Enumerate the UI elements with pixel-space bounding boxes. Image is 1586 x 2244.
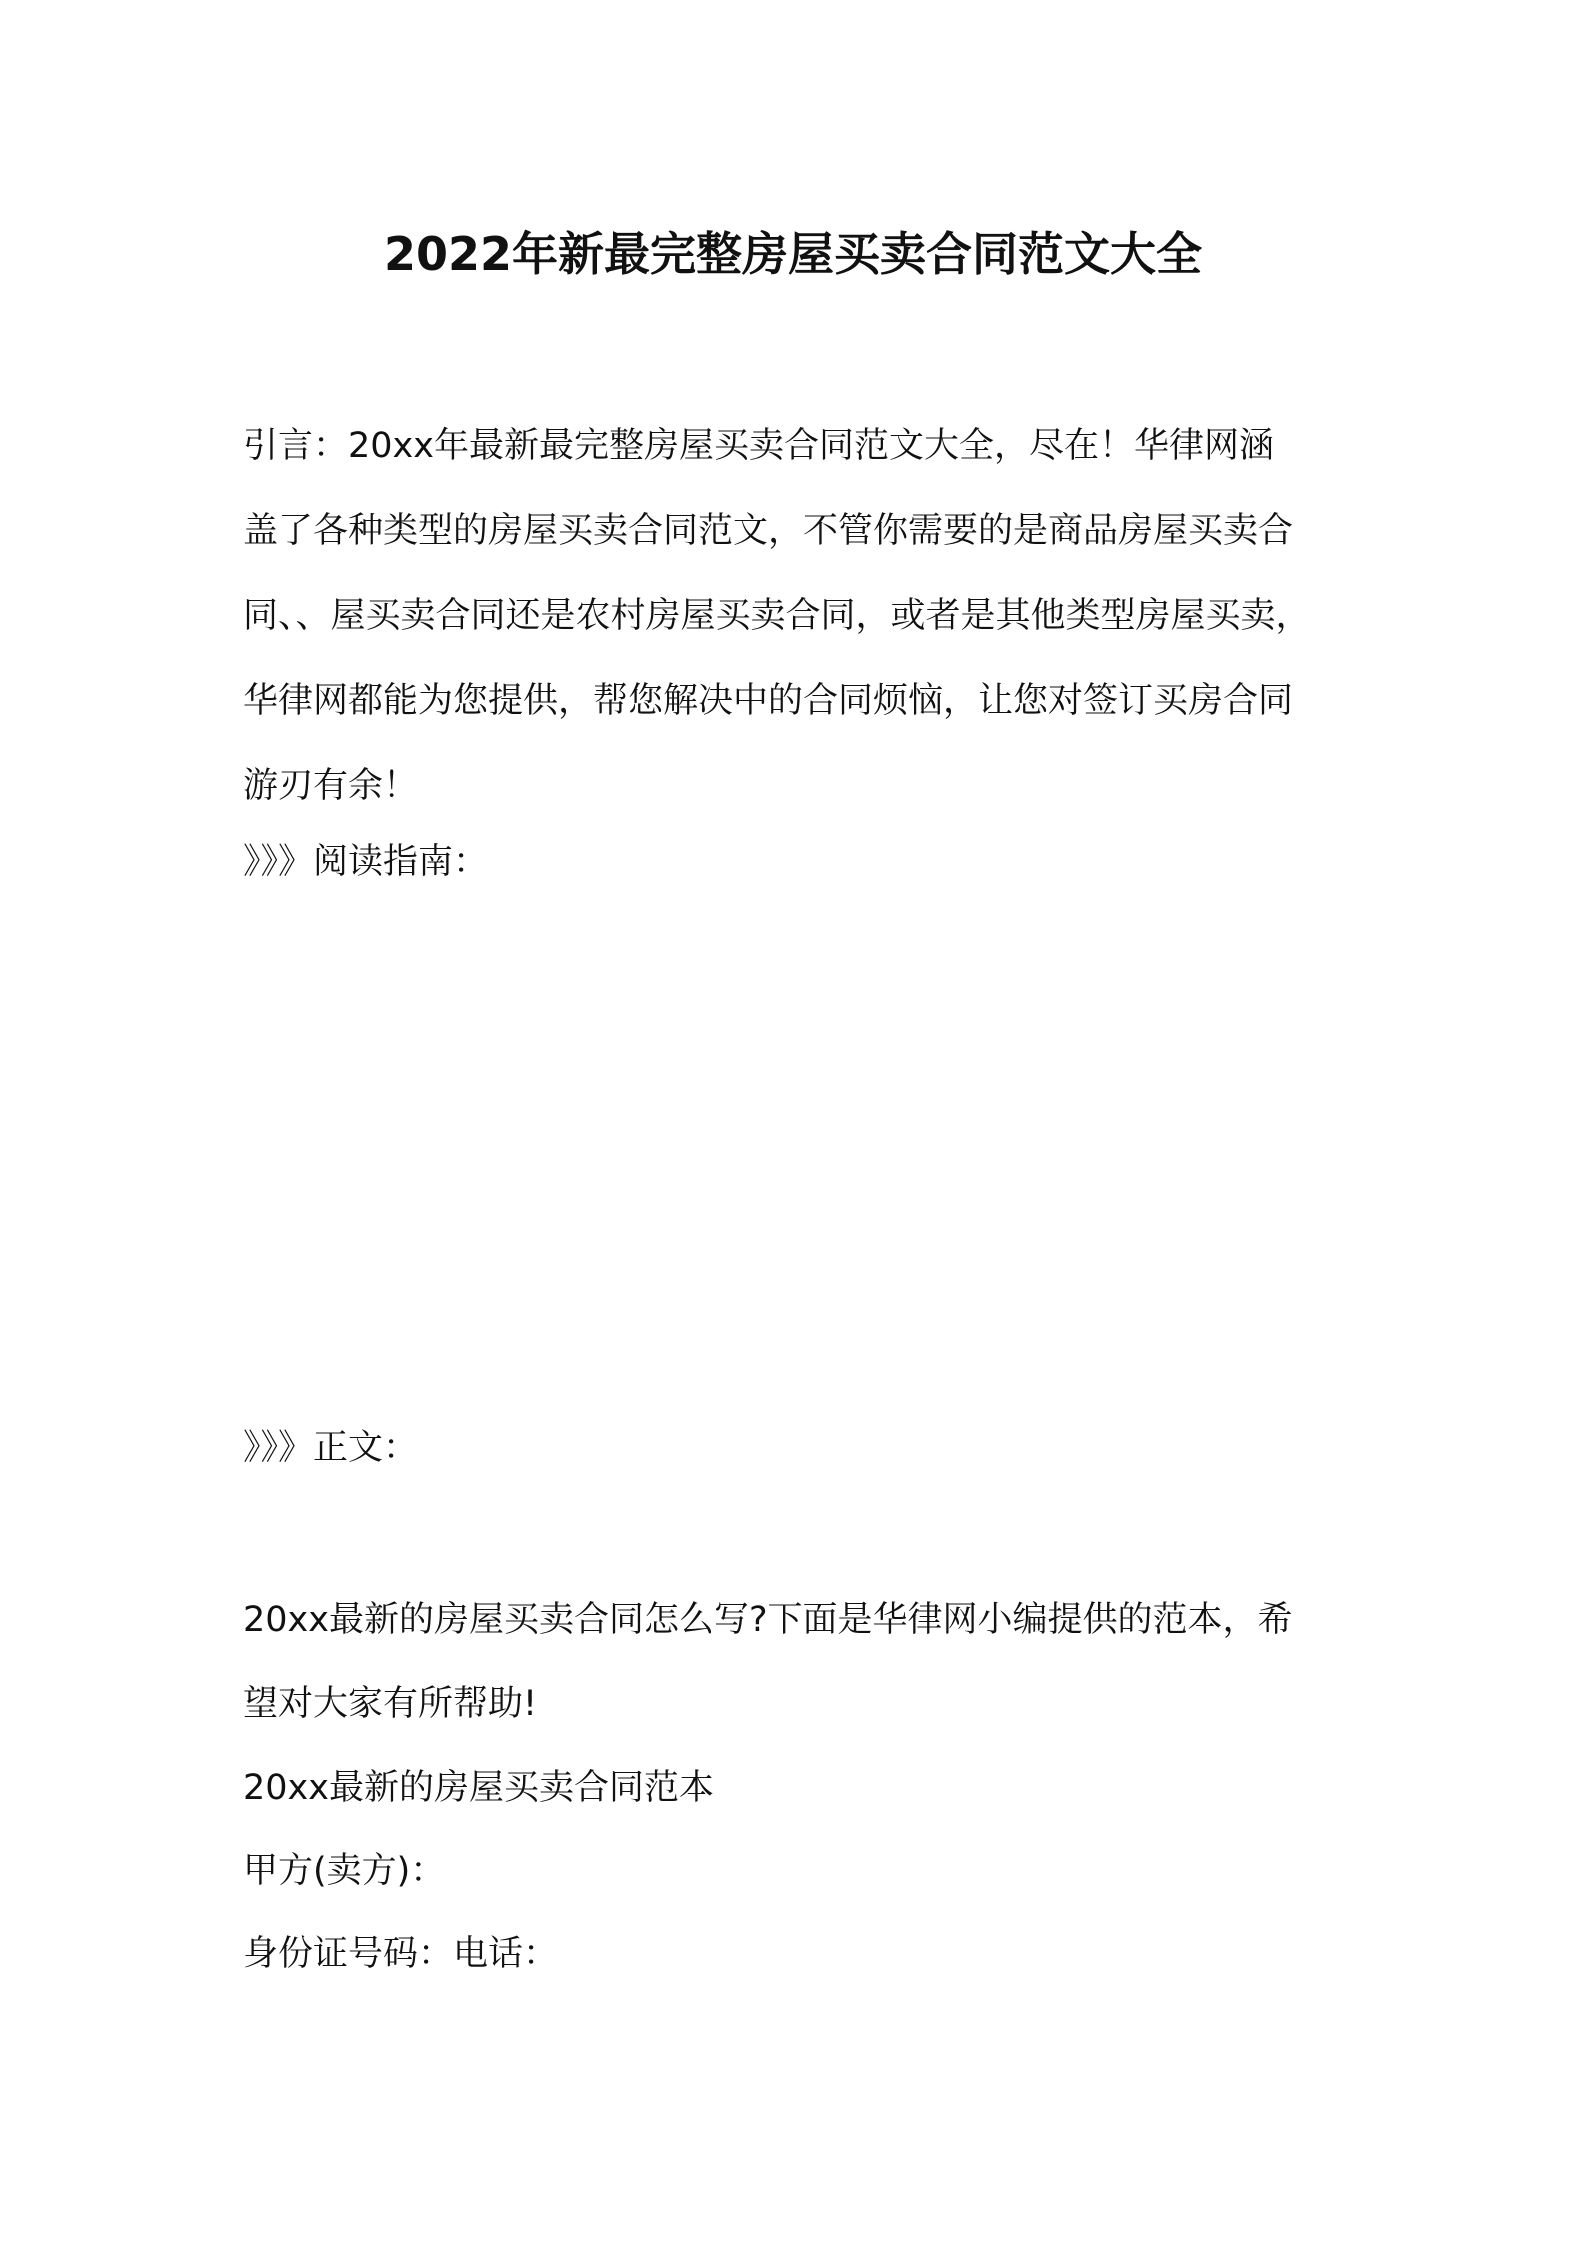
- reading-guide-heading: 》》》阅读指南：: [243, 842, 489, 882]
- intro-line: 游刃有余！: [243, 766, 419, 806]
- party-a-label: 甲方(卖方)：: [243, 1851, 446, 1891]
- intro-line: 盖了各种类型的房屋买卖合同范文，不管你需要的是商品房屋买卖合: [243, 511, 1294, 551]
- sample-title: 20xx最新的房屋买卖合同范本: [243, 1768, 714, 1808]
- document-title: 2022年新最完整房屋买卖合同范文大全: [383, 227, 1203, 281]
- intro-paragraph: [243, 404, 1361, 829]
- id-phone-label: 身份证号码：电话：: [243, 1934, 559, 1974]
- body-heading: 》》》正文：: [243, 1428, 419, 1468]
- intro-line: 同、、屋买卖合同还是农村房屋买卖合同，或者是其他类型房屋买卖，: [243, 596, 1311, 636]
- body-line: 望对大家有所帮助!: [243, 1684, 538, 1724]
- intro-line: 华律网都能为您提供，帮您解决中的合同烦恼，让您对签订买房合同: [243, 681, 1294, 721]
- intro-line: 引言：20xx年最新最完整房屋买卖合同范文大全，尽在！华律网涵: [243, 426, 1274, 466]
- body-line: 20xx最新的房屋买卖合同怎么写?下面是华律网小编提供的范本，希: [243, 1600, 1293, 1640]
